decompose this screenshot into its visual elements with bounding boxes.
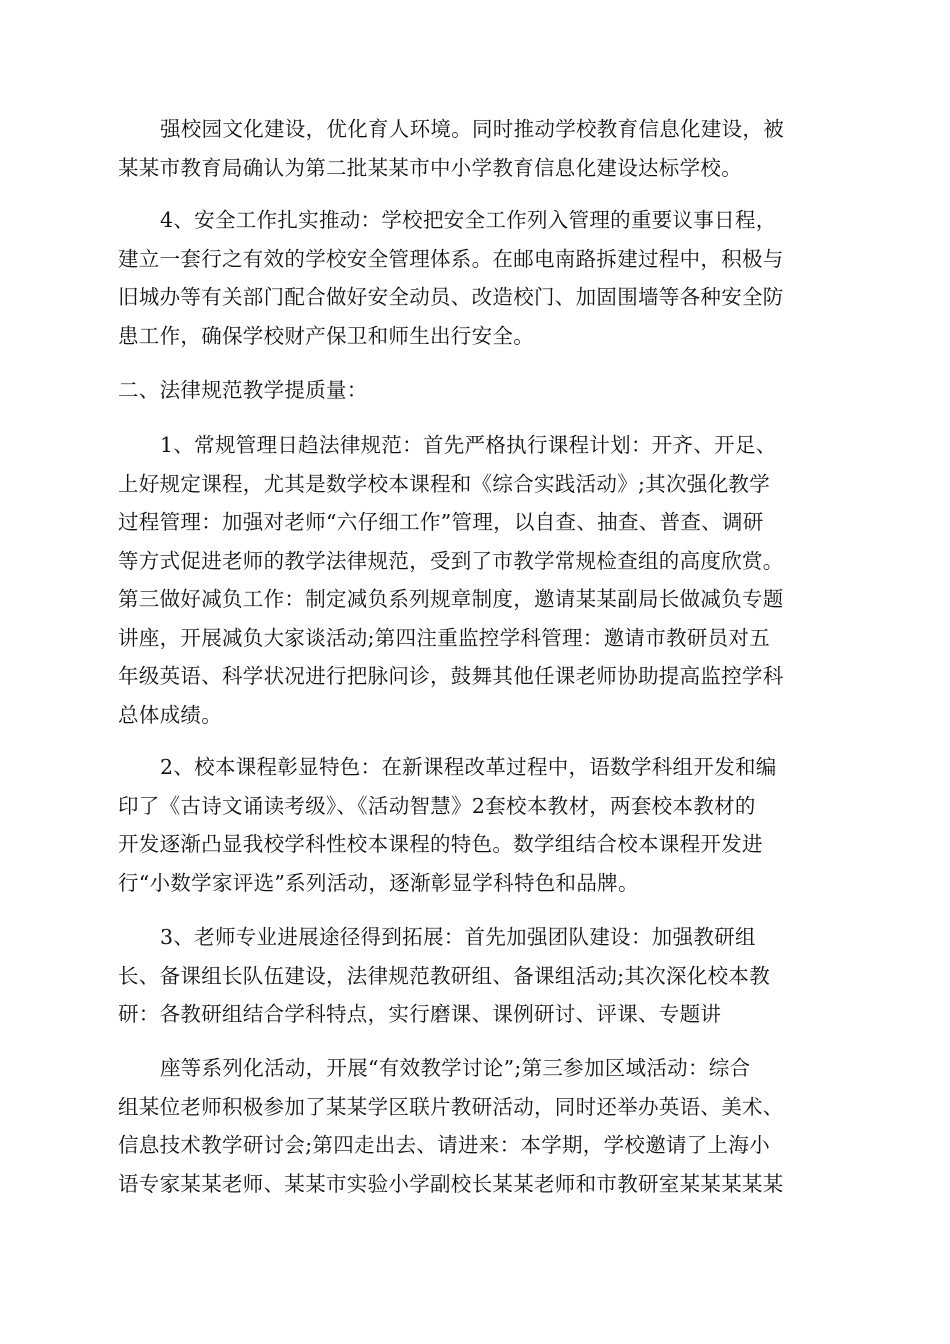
text-line: 旧城办等有关部门配合做好安全动员、改造校门、加固围墙等各种安全防 <box>118 285 784 309</box>
paragraph-school-curriculum <box>118 748 830 902</box>
text-line: 年级英语、科学状况进行把脉问诊，鼓舞其他任课老师协助提高监控学科 <box>118 664 784 688</box>
text-line: 开发逐渐凸显我校学科性校本课程的特色。数学组结合校本课程开发进 <box>118 832 763 856</box>
text-line: 座等系列化活动，开展“有效教学讨论”;第三参加区域活动：综合 <box>160 1056 751 1080</box>
text-line: 行“小数学家评选”系列活动，逐渐彰显学科特色和品牌。 <box>118 870 639 895</box>
text-line: 信息技术教学研讨会;第四走出去、请进来：本学期，学校邀请了上海小 <box>118 1133 771 1157</box>
text-line: 研：各教研组结合学科特点，实行磨课、课例研讨、评课、专题讲 <box>118 1002 722 1026</box>
paragraph-teacher-development <box>118 918 830 1034</box>
text-line: 患工作，确保学校财产保卫和师生出行安全。 <box>118 323 534 348</box>
text-line: 某某市教育局确认为第二批某某市中小学教育信息化建设达标学校。 <box>118 155 742 180</box>
text-line: 长、备课组长队伍建设，法律规范教研组、备课组活动;其次深化校本教 <box>118 963 771 988</box>
text-line: 总体成绩。 <box>118 702 222 727</box>
paragraph-campus-culture <box>118 110 830 187</box>
text-line: 过程管理：加强对老师“六仔细工作”管理，以自查、抽查、普查、调研 <box>118 510 764 534</box>
paragraph-routine-management <box>118 426 830 734</box>
text-line: 建立一套行之有效的学校安全管理体系。在邮电南路拆建过程中，积极与 <box>118 246 784 271</box>
text-line: 第三做好减负工作：制定减负系列规章制度，邀请某某副局长做减负专题 <box>118 587 784 611</box>
section-heading-text: 二、法律规范教学提质量： <box>118 378 368 402</box>
section-heading-teaching-quality <box>118 371 830 410</box>
text-line: 组某位老师积极参加了某某学区联片教研活动，同时还举办英语、美术、 <box>118 1094 784 1119</box>
paragraph-safety-work <box>118 201 830 355</box>
text-line: 讲座，开展减负大家谈活动;第四注重监控学科管理：邀请市教研员对五 <box>118 625 771 650</box>
text-line: 语专家某某老师、某某市实验小学副校长某某老师和市教研室某某某某某 <box>118 1171 784 1196</box>
text-line: 2、校本课程彰显特色：在新课程改革过程中，语数学科组开发和编 <box>160 755 777 779</box>
paragraph-teaching-research <box>118 1049 830 1203</box>
text-line: 印了《古诗文诵读考级》、《活动智慧》2套校本教材，两套校本教材的 <box>118 793 756 818</box>
text-line: 强校园文化建设，优化育人环境。同时推动学校教育信息化建设，被 <box>160 117 784 141</box>
text-line: 上好规定课程，尤其是数学校本课程和《综合实践活动》;其次强化教学 <box>118 471 771 496</box>
text-line: 4、安全工作扎实推动：学校把安全工作列入管理的重要议事日程， <box>160 208 777 232</box>
text-line: 3、老师专业进展途径得到拓展：首先加强团队建设：加强教研组 <box>160 925 756 949</box>
text-line: 等方式促进老师的教学法律规范，受到了市教学常规检查组的高度欣赏。 <box>118 548 784 573</box>
text-line: 1、常规管理日趋法律规范：首先严格执行课程计划：开齐、开足、 <box>160 433 777 457</box>
